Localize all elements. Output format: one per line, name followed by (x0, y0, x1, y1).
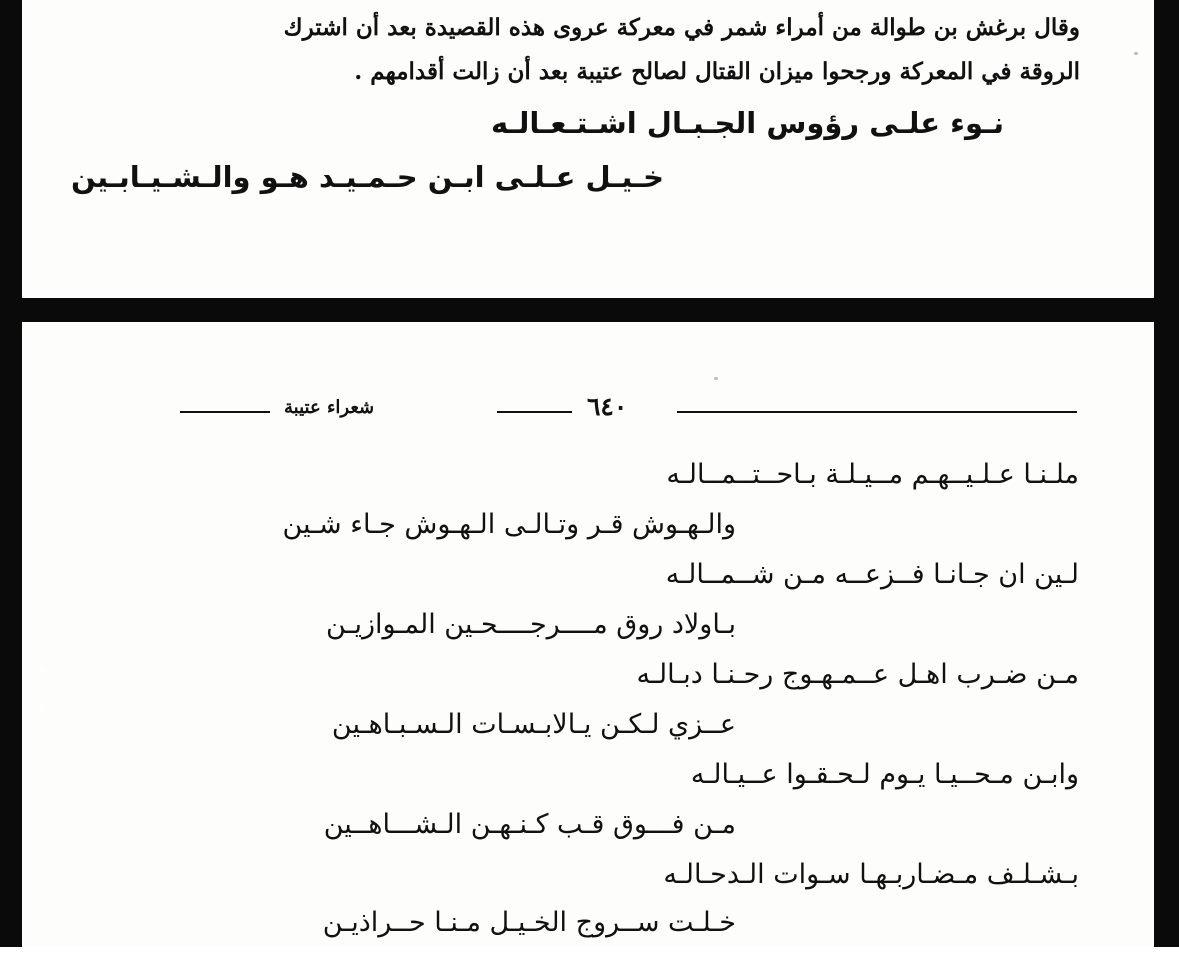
margin-dot (40, 705, 44, 708)
prose-line-1: وقال برغش بن طوالة من أمراء شمر في معركة عروى هذه القصيدة بعد أن اشترك (283, 14, 1080, 41)
verse-line: وابـن مـحــيـا يـوم لـحـقـوا عــيـالـه (690, 759, 1079, 790)
book-title: شعراء عتيبة (284, 397, 375, 418)
verse-line: والـهـوش قـر وتـالـى الـهـوش جـاء شـين (282, 509, 736, 540)
upper-page (22, 0, 1154, 298)
header-rule (677, 411, 1077, 413)
verse-line: بـشـلـف مـضـاربـهـا سـوات الـدحـالـه (663, 859, 1079, 890)
header-rule (180, 411, 270, 413)
margin-dot (40, 667, 45, 672)
paper-speck (1134, 52, 1138, 55)
verse-line: نـوء علـى رؤوس الجـبـال اشـتـعـالـه (491, 106, 1004, 140)
verse-line: خـيـل عـلـى ابـن حـمـيـد هـو والـشـيـابـين (70, 160, 664, 194)
verse-line: بـاولاد روق مــــرجــــحـين المـوازيـن (326, 609, 736, 640)
bottom-edge (0, 947, 1179, 953)
paper-speck (714, 377, 718, 380)
verse-line: مـن ضـرب اهـل عــمـهـوج رحـنـا دبـالـه (636, 659, 1079, 690)
verse-line: عــزي لـكـن يـالابـسـات الـسـبـاهـين (331, 709, 736, 740)
verse-line: مـن فـــوق قـب كـنـهـن الـشـــاهــين (323, 809, 736, 840)
prose-line-2: الروقة في المعركة ورجحوا ميزان القتال لصالح عتيبة بعد أن زالت أقدامهم . (354, 58, 1080, 85)
verse-line: لـين ان جـانـا فــزعــه مـن شــمــالـه (665, 559, 1079, 590)
lower-page (22, 322, 1154, 953)
page-number: ٦٤٠ (587, 392, 628, 421)
header-rule (497, 411, 572, 413)
verse-line: خـلـت ســروج الخـيـل مـنـا حــراذيـن (322, 907, 736, 938)
verse-line: ملـنـا عـلـيــهـم مــيـلـة بـاحــتــمــالـه (666, 459, 1079, 490)
